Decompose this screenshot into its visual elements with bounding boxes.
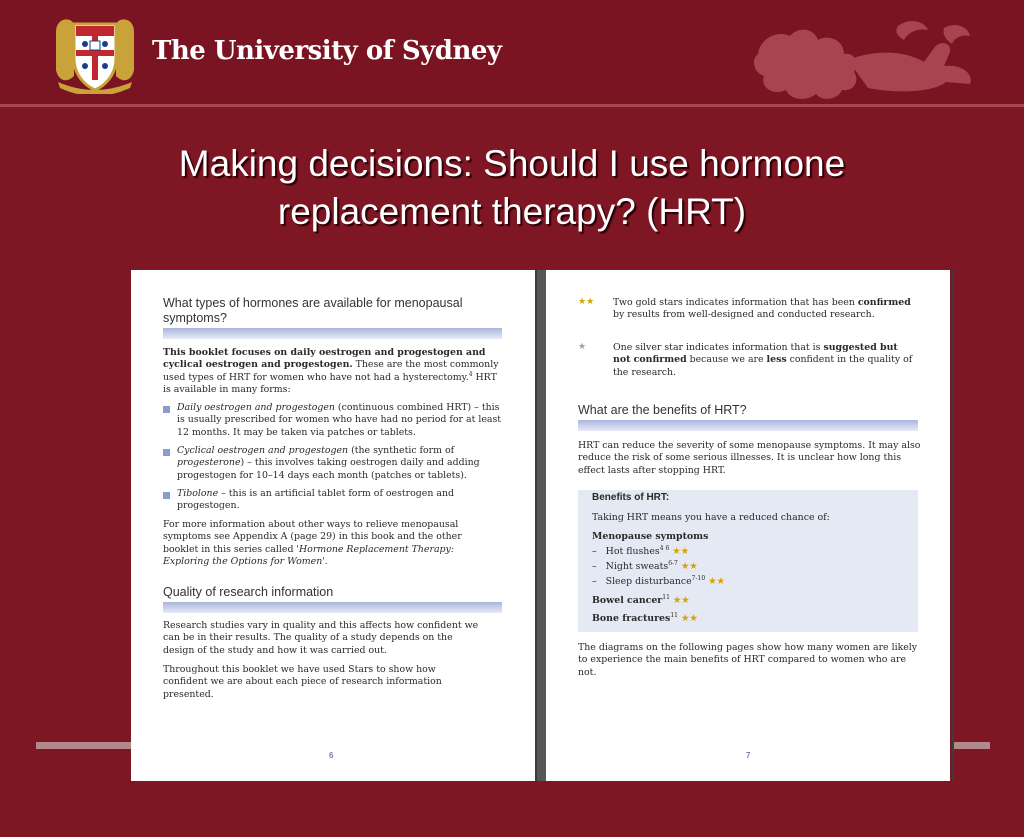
booklet-page-right [546,270,950,781]
more-info-text: For more information about other ways to relieve menopausal symptoms see Appendix A (page 29) in this book and the other booklet in this series called [163,519,462,555]
bullet-marker [163,406,170,413]
two-stars-explanation [613,297,913,322]
intro-end-text: HRT is available in many forms: [163,371,497,396]
bullet-marker [163,492,170,499]
list-item-term: Cyclical oestrogen and progestogen [177,445,349,456]
one-silver-star-icon: ★ [578,342,587,352]
page-heading-hormones: What types of hormones are available for menopausal symptoms? [163,296,463,325]
two-gold-stars-icon: ★★ [680,561,698,572]
booklet-title-reference: 'Hormone Replacement Therapy: Exploring the Options for Women'. [163,543,454,568]
benefit-label: Bowel cancer [592,595,663,606]
menopause-heading: Menopause symptoms [592,531,709,542]
benefit-label: Sleep disturbance [605,576,692,587]
benefit-reference: 11 [662,593,670,601]
list-item-term: Daily oestrogen and progestogen [177,402,335,413]
list-item [177,488,477,513]
booklet-page-left [131,270,535,781]
list-item-term: Tibolone [177,488,219,499]
benefit-item [592,576,725,588]
explanation-bold: less [766,354,787,366]
benefit-reference: 11 [670,611,678,619]
page-edge [952,270,954,781]
benefit-item [592,546,689,558]
list-item-text: – this is an artificial tablet form of oestrogen and progestogen. [177,488,454,512]
one-star-explanation [613,342,913,379]
header-banner [0,0,1024,107]
decorative-rule-right [952,742,990,749]
list-dash: – [592,546,597,557]
lion-emblem-icon [748,18,980,104]
benefit-reference: 7-10 [691,574,706,582]
two-gold-stars-icon: ★★ [680,613,698,624]
benefits-box-intro: Taking HRT means you have a reduced chance of: [592,512,830,523]
university-name: The University of Sydney [152,36,502,66]
stars-paragraph: Throughout this booklet we have used Stars to show how confident we are about each piece of research information presented. [163,664,442,700]
list-item-term: progesterone [177,457,241,469]
list-item-text: ) – this involves taking oestrogen daily and adding progestogen for 10–14 days each month (patches or tablets). [177,457,480,481]
page-heading-quality: Quality of research information [163,585,334,599]
more-info-paragraph [163,519,481,569]
benefit-item-bone [592,613,698,625]
list-item [177,445,503,482]
page-heading-benefits: What are the benefits of HRT? [578,403,747,417]
page-number: 7 [746,751,751,760]
benefits-box [578,490,918,632]
explanation-text: by results from well-designed and conducted research. [613,309,875,321]
university-crest-icon [52,14,138,94]
list-item-text: (continuous combined HRT) – this is usually prescribed for women who have had no period for at least 12 months. It may be taken via patches or tablets. [177,402,502,438]
heading-bar [163,602,502,613]
explanation-text: because we are [686,354,767,366]
benefit-reference: 4 6 [659,544,670,552]
benefit-reference: 6-7 [668,559,678,567]
explanation-bold: confirmed [857,297,911,308]
research-paragraph: Research studies vary in quality and this affects how confident we can be in their results. The quality of a study depends on the design of the study and how it was carried out. [163,620,479,656]
benefits-box-title: Benefits of HRT: [592,492,670,503]
two-gold-stars-icon: ★★ [672,546,690,557]
intro-reference: 4 [468,370,473,378]
explanation-text: Two gold stars indicates information that has been [613,297,858,308]
explanation-text: One silver star indicates information that is [613,342,824,353]
explanation-bold: suggested but not confirmed [613,342,898,366]
intro-text: These are the most commonly used types of HRT for women who have not had a hysterectomy. [163,359,499,383]
two-gold-stars-icon: ★★ [578,297,595,307]
benefit-label: Hot flushes [605,546,660,557]
two-gold-stars-icon: ★★ [708,576,725,587]
diagrams-paragraph: The diagrams on the following pages show how many women are likely to experience the main benefits of HRT compared to women who are not. [578,642,918,678]
benefit-label: Bone fractures [592,613,671,624]
benefits-paragraph: HRT can reduce the severity of some menopause symptoms. It may also reduce the risk of some serious illnesses. It is unclear how long this effect lasts after stopping HRT. [578,440,921,476]
heading-bar [163,328,502,339]
explanation-text: confident in the quality of the research. [613,354,913,378]
list-dash: – [592,576,597,587]
page-number: 6 [329,751,334,760]
two-gold-stars-icon: ★★ [672,595,690,606]
heading-bar [578,420,918,431]
bullet-marker [163,449,170,456]
benefit-item-bowel [592,595,690,607]
list-item-text: (the synthetic form of [348,445,455,456]
intro-bold-text: This booklet focuses on daily oestrogen and progestogen and cyclical oestrogen and progestogen. [163,347,486,371]
slide-title: Making decisions: Should I use hormone replacement therapy? (HRT) [178,143,846,232]
benefit-label: Night sweats [605,561,669,572]
benefit-item [592,561,698,573]
list-dash: – [592,561,597,572]
decorative-rule-left [36,742,132,749]
intro-paragraph [163,347,503,397]
list-item [177,402,503,439]
